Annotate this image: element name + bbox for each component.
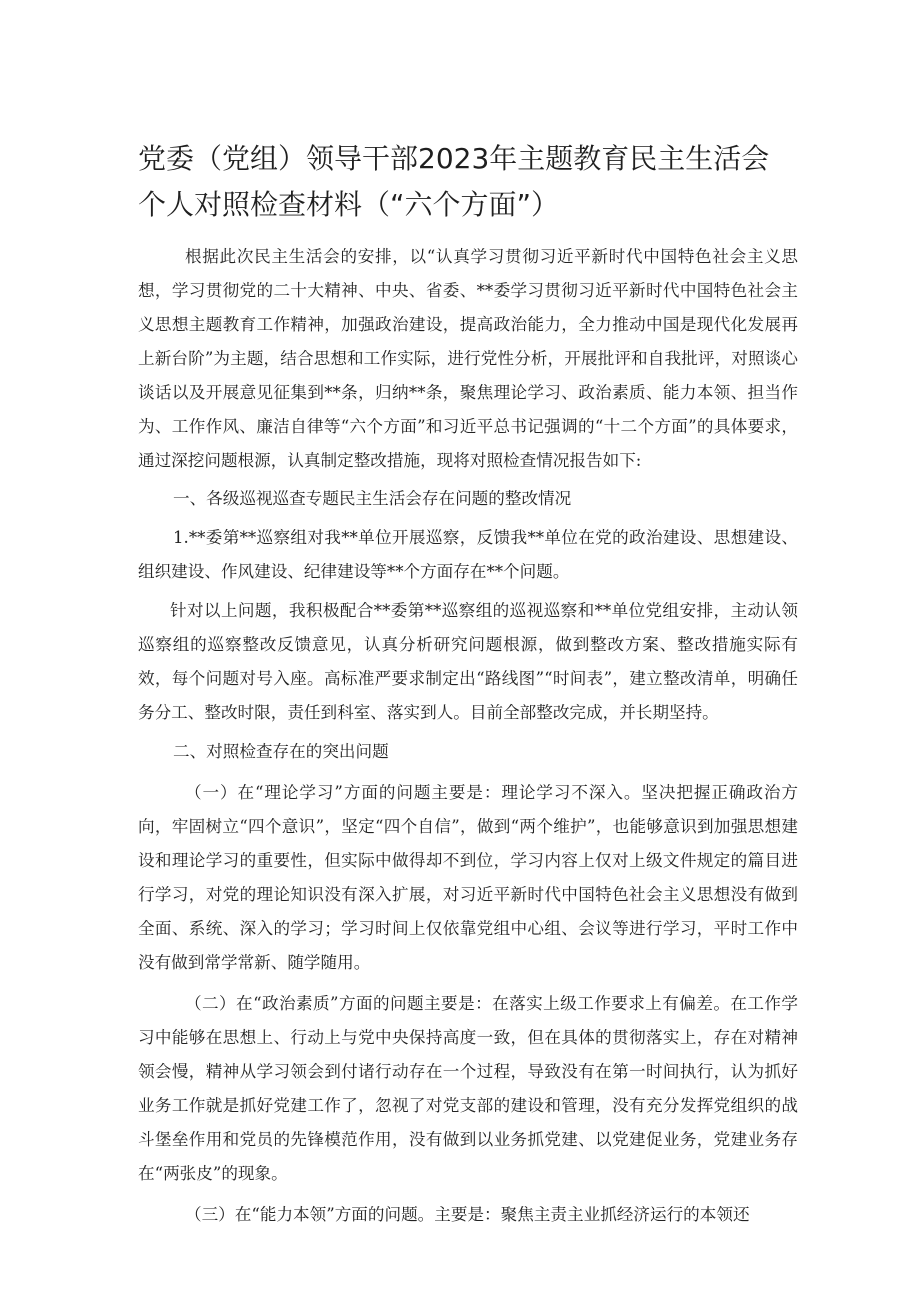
section-1-response-paragraph: 针对以上问题，我积极配合**委第**巡察组的巡视巡察和**单位党组安排，主动认领巡察组的巡察整改反馈意见，认真分析研究问题根源，做到整改方案、整改措施实际有效，每个问题对号入座。高标准严要求制定出“路线图”“时间表”，建立整改清单，明确任务分工、整改时限，责任到科室、落实到人。目前全部整改完成，并长期坚持。 <box>138 601 798 722</box>
document-title-line-2: 个人对照检查材料（“六个方面”） <box>138 188 560 221</box>
document-title-line-1: 党委（党组）领导干部2023年主题教育民主生活会 <box>138 142 770 175</box>
section-2-heading: 二、对照检查存在的突出问题 <box>173 742 389 761</box>
section-1-item-1: 1.**委第**巡察组对我**单位开展巡察，反馈我**单位在党的政治建设、思想建设、组织建设、作风建设、纪律建设等**个方面存在**个问题。 <box>138 528 798 581</box>
item-political-quality: （二）在“政治素质”方面的问题主要是：在落实上级工作要求上有偏差。在工作学习中能够在思想上、行动上与党中央保持高度一致，但在具体的贯彻落实上，存在对精神领会慢，精神从学习领会到付诸行动存在一个过程，导致没有在第一时间执行，认为抓好业务工作就是抓好党建工作了，忽视了对党支部的建设和管理，没有充分发挥党组织的战斗堡垒作用和党员的先锋模范作用，没有做到以业务抓党建、以党建促业务，党建业务存在“两张皮”的现象。 <box>138 994 798 1183</box>
item-ability: （三）在“能力本领”方面的问题。主要是：聚焦主责主业抓经济运行的本领还 <box>185 1205 750 1224</box>
document-body <box>138 240 798 1232</box>
intro-paragraph: 根据此次民主生活会的安排，以“认真学习贯彻习近平新时代中国特色社会主义思想，学习贯彻党的二十大精神、中央、省委、**委学习贯彻习近平新时代中国特色社会主义思想主题教育工作精神，加强政治建设，提高政治能力，全力推动中国是现代化发展再上新台阶”为主题，结合思想和工作实际，进行党性分析，开展批评和自我批评，对照谈心谈话以及开展意见征集到**条，归纳**条，聚焦理论学习、政治素质、能力本领、担当作为、工作作风、廉洁自律等“六个方面”和习近平总书记强调的“十二个方面”的具体要求，通过深挖问题根源，认真制定整改措施，现将对照检查情况报告如下: <box>138 247 798 470</box>
item-theory-study: （一）在“理论学习”方面的问题主要是：理论学习不深入。坚决把握正确政治方向，牢固树立“四个意识”，坚定“四个自信”，做到“两个维护”，也能够意识到加强思想建设和理论学习的重要性，但实际中做得却不到位，学习内容上仅对上级文件规定的篇目进行学习，对党的理论知识没有深入扩展，对习近平新时代中国特色社会主义思想没有做到全面、系统、深入的学习；学习时间上仅依靠党组中心组、会议等进行学习，平时工作中没有做到常学常新、随学随用。 <box>138 783 798 972</box>
section-1-heading: 一、各级巡视巡查专题民主生活会存在问题的整改情况 <box>173 489 572 508</box>
